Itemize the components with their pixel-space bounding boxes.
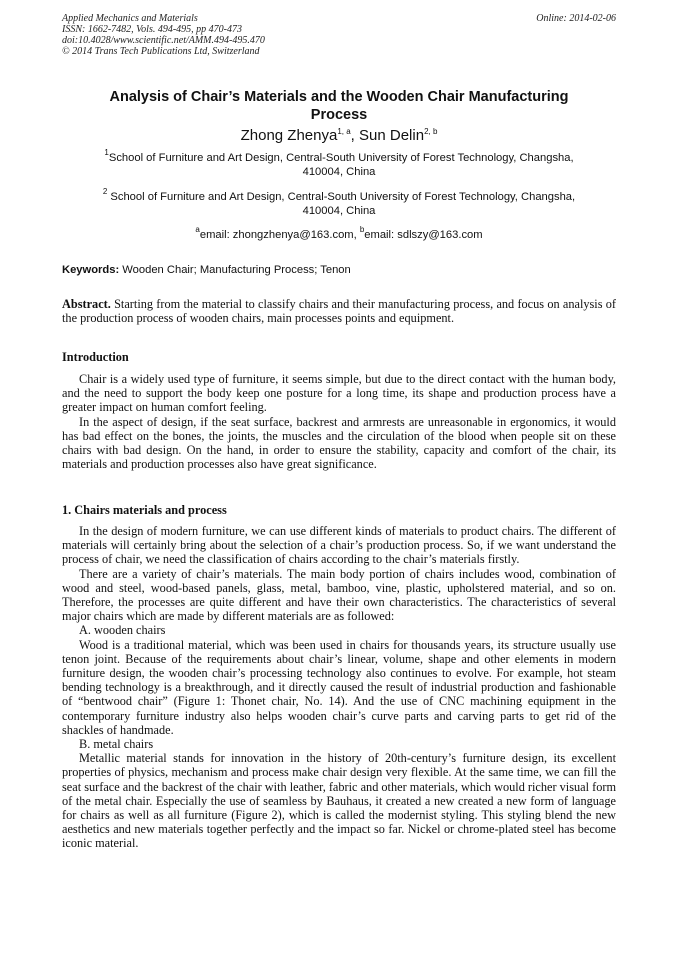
affiliation-2 bbox=[62, 187, 616, 218]
keywords bbox=[62, 263, 616, 277]
title-line-2: Process bbox=[310, 107, 368, 123]
intro-paragraph-2: In the aspect of design, if the seat surface, backrest and armrests are unreasonable in ergonomics, it would has bad effect on the bones, the joints, the muscles and the circulation of the blood when people sit on these chairs with bad design. On the hand, in order to ensure the stability, capacity and comfort of the chair, its materials and production processes also have great significance. bbox=[62, 414, 616, 472]
issn-line: ISSN: 1662-7482, Vols. 494-495, pp 470-473 bbox=[62, 24, 242, 35]
journal-name: Applied Mechanics and Materials bbox=[62, 13, 198, 24]
paper-title bbox=[62, 88, 616, 124]
affiliation-1-sup: 1 bbox=[104, 148, 109, 157]
affiliation-1-line-1: School of Furniture and Art Design, Central-South University of Forest Technology, Changsha, bbox=[108, 152, 574, 164]
author-emails bbox=[62, 225, 616, 242]
email-a: email: zhongzhenya@163.com, bbox=[199, 229, 360, 241]
section-1-paragraph-1: In the design of modern furniture, we can use different kinds of materials to product chairs. The different of materials will certainly bring about the selection of a chair’s production process. So, if we want understand the process of chair, we need the classification of chairs according to the chair’s materials firstly. bbox=[62, 524, 616, 567]
online-date: Online: 2014-02-06 bbox=[536, 13, 616, 24]
journal-header bbox=[62, 13, 265, 57]
author-list bbox=[62, 127, 616, 145]
introduction-heading: Introduction bbox=[62, 350, 129, 364]
title-line-1: Analysis of Chair’s Materials and the Wooden Chair Manufacturing bbox=[109, 89, 569, 105]
abstract-text: Starting from the material to classify chairs and their manufacturing process, and focus on analysis of the production process of wooden chairs, main processes points and equipment. bbox=[62, 297, 616, 326]
section-1-paragraph-3: Wood is a traditional material, which was been used in chairs for thousands years, its structure usually use tenon joint. Because of the requirements about chair’s linear, volume, shape and other elements in modern furniture design, the wooden chair’s processing technology also continues to evolve. For example, hot steam bending technology is a breakthrough, and it directly caused the result of industrial production and fashionable of “bentwood chair” (Figure 1: Thonet chair, No. 14). And the use of CNC machining equipment in the contemporary furniture industry also helps wooden chair’s curve parts and carving parts to get rid of the shackles of handmade. bbox=[62, 637, 616, 737]
affiliation-1-line-2: 410004, China bbox=[302, 166, 376, 178]
keywords-label: Keywords: bbox=[62, 264, 120, 276]
email-a-sup: a bbox=[195, 225, 200, 234]
affiliation-2-line-1: School of Furniture and Art Design, Central-South University of Forest Technology, Changsha, bbox=[107, 191, 576, 203]
section-1-body bbox=[62, 524, 616, 851]
author-2: Sun Delin bbox=[359, 127, 425, 144]
subheading-wooden-chairs: A. wooden chairs bbox=[79, 623, 166, 638]
author-1-sup: 1, a bbox=[337, 127, 351, 136]
introduction-body bbox=[62, 372, 616, 471]
affiliation-1 bbox=[62, 148, 616, 179]
affiliation-2-sup: 2 bbox=[102, 187, 108, 196]
intro-paragraph-1: Chair is a widely used type of furniture, it seems simple, but due to the direct contact with the human body, and the need to support the body keep one posture for a long time, its shape and production process have a greater impact on human comfort feeling. bbox=[62, 372, 616, 415]
section-1-paragraph-4: Metallic material stands for innovation in the history of 20th-century’s furniture design, its excellent properties of physics, mechanism and process make chair design very flexible. At the same time, we can fill the seat surface and the backrest of the chair with leather, fabric and other materials, which would richer visual form of the metal chair. Especially the use of seamless by Bauhaus, it created a new created a new form of language for chairs as well as all furniture (Figure 2), which is called the modernist styling. This styling blend the new aesthetics and new materials together perfectly and the impact so far. Nickel or chrome-plated steel has become iconic material. bbox=[62, 751, 617, 851]
doi-line: doi:10.4028/www.scientific.net/AMM.494-495.470 bbox=[62, 35, 265, 46]
author-2-sup: 2, b bbox=[424, 127, 438, 136]
abstract-label: Abstract. bbox=[62, 297, 111, 311]
section-1-paragraph-2: There are a variety of chair’s materials. The main body portion of chairs includes wood, combination of wood and steel, wood-based panels, glass, metal, bamboo, vine, plastic, upholstered material, and so on. Therefore, the processes are quite different and have their own characteristics. The characteristics of several major chairs which are made by different materials are as followed: bbox=[62, 566, 616, 624]
subheading-metal-chairs: B. metal chairs bbox=[79, 737, 154, 752]
section-1-heading: 1. Chairs materials and process bbox=[62, 503, 227, 517]
keywords-text: Wooden Chair; Manufacturing Process; Tenon bbox=[119, 264, 351, 276]
email-b-sup: b bbox=[359, 225, 365, 234]
author-1: Zhong Zhenya bbox=[240, 127, 338, 144]
author-separator: , bbox=[350, 127, 360, 144]
email-b: email: sdlszy@163.com bbox=[364, 229, 483, 241]
affiliation-2-line-2: 410004, China bbox=[302, 205, 376, 217]
copyright-line: © 2014 Trans Tech Publications Ltd, Switzerland bbox=[62, 46, 260, 57]
abstract bbox=[62, 297, 616, 325]
